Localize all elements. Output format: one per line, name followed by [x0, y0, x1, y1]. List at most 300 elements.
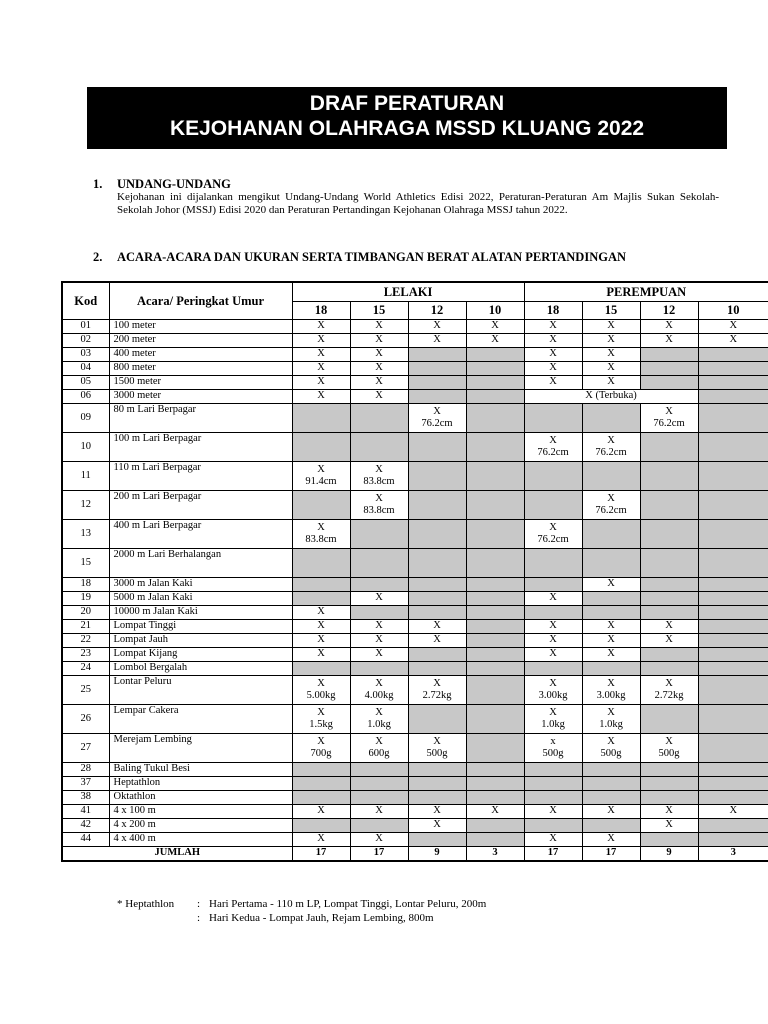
table-row [62, 347, 768, 361]
table-row [62, 647, 768, 661]
cell-mark: X [607, 434, 615, 446]
cell-event-mark: X [350, 591, 408, 605]
table-row [62, 605, 768, 619]
row-kod: 24 [62, 661, 109, 675]
table-row [62, 818, 768, 832]
cell-event-mark [582, 432, 640, 461]
title-line-1: DRAF PERATURAN [309, 92, 505, 115]
row-acara: 800 meter [109, 361, 292, 375]
cell-event-mark: X [466, 333, 524, 347]
row-kod: 19 [62, 591, 109, 605]
cell-mark: X [549, 521, 557, 533]
cell-event-mark: X [640, 818, 698, 832]
cell-event-mark: X [350, 619, 408, 633]
cell-event-mark: X [350, 375, 408, 389]
table-row [62, 804, 768, 818]
cell-event-mark [292, 675, 350, 704]
cell-event-mark: X [524, 647, 582, 661]
cell-not-applicable [466, 790, 524, 804]
cell-not-applicable [698, 432, 768, 461]
cell-not-applicable [350, 519, 408, 548]
row-kod: 01 [62, 319, 109, 333]
cell-spec: 76.2cm [595, 446, 627, 458]
cell-not-applicable [408, 490, 466, 519]
cell-event-mark: X [350, 389, 408, 403]
row-kod: 27 [62, 733, 109, 762]
cell-event-mark [350, 490, 408, 519]
cell-not-applicable [466, 591, 524, 605]
cell-event-mark: X [292, 333, 350, 347]
cell-not-applicable [524, 818, 582, 832]
cell-spec: 83.8cm [305, 533, 337, 545]
cell-mark: X [549, 434, 557, 446]
cell-mark: X [607, 492, 615, 504]
cell-event-mark [582, 490, 640, 519]
cell-not-applicable [640, 647, 698, 661]
cell-not-applicable [698, 403, 768, 432]
cell-mark: X [433, 677, 441, 689]
cell-spec: 4.00kg [364, 689, 394, 701]
total-value: 3 [698, 846, 768, 861]
cell-event-mark: X [350, 347, 408, 361]
cell-event-mark: X [350, 633, 408, 647]
row-kod: 18 [62, 577, 109, 591]
cell-not-applicable [466, 647, 524, 661]
row-acara: 5000 m Jalan Kaki [109, 591, 292, 605]
section-2-title: ACARA-ACARA DAN UKURAN SERTA TIMBANGAN BERAT ALATAN PERTANDINGAN [117, 250, 626, 264]
cell-event-mark: X [582, 577, 640, 591]
cell-event-mark [524, 704, 582, 733]
table-row [62, 577, 768, 591]
cell-spec: 76.2cm [595, 504, 627, 516]
row-acara: Baling Tukul Besi [109, 762, 292, 776]
row-acara: Oktathlon [109, 790, 292, 804]
table-row [62, 361, 768, 375]
table-row [62, 519, 768, 548]
total-value: 9 [408, 846, 466, 861]
age-header-lelaki-15: 15 [350, 301, 408, 319]
cell-event-mark [524, 432, 582, 461]
cell-event-mark: X [582, 633, 640, 647]
cell-event-mark: X [524, 633, 582, 647]
section-2-number: 2. [93, 250, 103, 264]
row-kod: 20 [62, 605, 109, 619]
row-acara: 100 m Lari Berpagar [109, 432, 292, 461]
cell-spec: 3.00kg [596, 689, 626, 701]
cell-event-mark [292, 733, 350, 762]
cell-not-applicable [408, 790, 466, 804]
cell-mark: x [550, 735, 556, 747]
cell-event-mark: X [698, 319, 768, 333]
cell-not-applicable [408, 832, 466, 846]
row-kod: 38 [62, 790, 109, 804]
row-kod: 22 [62, 633, 109, 647]
total-value: 17 [292, 846, 350, 861]
cell-mark: X [607, 735, 615, 747]
cell-not-applicable [408, 361, 466, 375]
cell-spec: 1.0kg [367, 718, 391, 730]
cell-event-mark [292, 461, 350, 490]
cell-not-applicable [466, 490, 524, 519]
table-row [62, 591, 768, 605]
cell-mark: X [375, 706, 383, 718]
cell-mark: X [433, 405, 441, 417]
cell-not-applicable [408, 661, 466, 675]
cell-event-mark [350, 733, 408, 762]
row-kod: 23 [62, 647, 109, 661]
cell-event-mark [350, 675, 408, 704]
cell-not-applicable [408, 461, 466, 490]
cell-not-applicable [466, 762, 524, 776]
cell-mark: X [433, 735, 441, 747]
row-acara: 4 x 400 m [109, 832, 292, 846]
row-acara: Merejam Lembing [109, 733, 292, 762]
cell-spec: 76.2cm [537, 533, 569, 545]
cell-not-applicable [582, 605, 640, 619]
cell-spec: 91.4cm [305, 475, 337, 487]
cell-event-mark: X [292, 605, 350, 619]
table-row [62, 661, 768, 675]
cell-spec: 83.8cm [363, 504, 395, 516]
cell-not-applicable [640, 704, 698, 733]
row-acara: 80 m Lari Berpagar [109, 403, 292, 432]
cell-event-mark: X [350, 832, 408, 846]
footnote-day-1: Hari Pertama - 110 m LP, Lompat Tinggi, Lontar Peluru, 200m [209, 898, 487, 910]
cell-not-applicable [524, 548, 582, 577]
cell-event-mark: X [640, 804, 698, 818]
cell-not-applicable [292, 577, 350, 591]
row-kod: 02 [62, 333, 109, 347]
cell-not-applicable [350, 762, 408, 776]
row-kod: 06 [62, 389, 109, 403]
cell-event-mark: X [408, 818, 466, 832]
events-table-body [62, 319, 768, 861]
cell-event-mark: X [582, 804, 640, 818]
total-row [62, 846, 768, 861]
cell-not-applicable [408, 762, 466, 776]
cell-not-applicable [698, 832, 768, 846]
cell-mark: X [375, 492, 383, 504]
table-row [62, 790, 768, 804]
cell-not-applicable [408, 375, 466, 389]
cell-event-mark: X [292, 633, 350, 647]
row-kod: 15 [62, 548, 109, 577]
row-acara: 2000 m Lari Berhalangan [109, 548, 292, 577]
total-value: 17 [350, 846, 408, 861]
cell-not-applicable [292, 790, 350, 804]
table-row [62, 776, 768, 790]
cell-event-mark: X [524, 804, 582, 818]
cell-not-applicable [408, 432, 466, 461]
cell-event-mark: X [582, 333, 640, 347]
cell-not-applicable [582, 403, 640, 432]
table-row [62, 832, 768, 846]
cell-not-applicable [698, 605, 768, 619]
cell-not-applicable [408, 347, 466, 361]
cell-event-mark [524, 675, 582, 704]
cell-not-applicable [582, 790, 640, 804]
table-row [62, 375, 768, 389]
cell-event-mark: X [524, 333, 582, 347]
cell-not-applicable [466, 403, 524, 432]
cell-not-applicable [466, 375, 524, 389]
cell-event-mark [582, 733, 640, 762]
cell-not-applicable [698, 490, 768, 519]
cell-event-mark: X [408, 319, 466, 333]
cell-event-mark: X [524, 375, 582, 389]
cell-event-mark [582, 704, 640, 733]
row-acara: 10000 m Jalan Kaki [109, 605, 292, 619]
table-row [62, 490, 768, 519]
total-label: JUMLAH [62, 846, 292, 861]
cell-not-applicable [640, 490, 698, 519]
cell-not-applicable [524, 577, 582, 591]
cell-event-mark [582, 675, 640, 704]
cell-not-applicable [292, 762, 350, 776]
cell-not-applicable [640, 832, 698, 846]
row-kod: 25 [62, 675, 109, 704]
cell-event-mark: X [350, 319, 408, 333]
cell-not-applicable [698, 818, 768, 832]
age-header-lelaki-10: 10 [466, 301, 524, 319]
cell-not-applicable [350, 577, 408, 591]
cell-mark: X [607, 706, 615, 718]
cell-not-applicable [582, 519, 640, 548]
row-kod: 26 [62, 704, 109, 733]
cell-event-mark: X [524, 591, 582, 605]
cell-mark: X [317, 677, 325, 689]
cell-not-applicable [466, 661, 524, 675]
cell-not-applicable [466, 461, 524, 490]
cell-not-applicable [582, 762, 640, 776]
cell-not-applicable [582, 591, 640, 605]
row-kod: 11 [62, 461, 109, 490]
cell-spec: 76.2cm [653, 417, 685, 429]
cell-not-applicable [698, 619, 768, 633]
cell-not-applicable [292, 818, 350, 832]
table-row [62, 319, 768, 333]
cell-spec: 76.2cm [421, 417, 453, 429]
total-value: 17 [582, 846, 640, 861]
cell-event-mark [350, 704, 408, 733]
cell-spec: 83.8cm [363, 475, 395, 487]
cell-not-applicable [640, 361, 698, 375]
cell-not-applicable [350, 818, 408, 832]
cell-event-mark: X [582, 619, 640, 633]
cell-not-applicable [466, 633, 524, 647]
table-row [62, 333, 768, 347]
cell-not-applicable [640, 605, 698, 619]
cell-not-applicable [640, 591, 698, 605]
cell-not-applicable [640, 577, 698, 591]
cell-not-applicable [698, 347, 768, 361]
cell-event-mark: X [698, 804, 768, 818]
total-value: 9 [640, 846, 698, 861]
title-line-2: KEJOHANAN OLAHRAGA MSSD KLUANG 2022 [169, 117, 645, 140]
age-header-lelaki-18: 18 [292, 301, 350, 319]
cell-not-applicable [698, 548, 768, 577]
total-value: 3 [466, 846, 524, 861]
cell-event-mark [640, 675, 698, 704]
cell-mark: X [375, 735, 383, 747]
cell-event-mark: X [640, 619, 698, 633]
cell-mark: X [375, 463, 383, 475]
cell-not-applicable [640, 762, 698, 776]
header-acara: Acara/ Peringkat Umur [109, 282, 292, 319]
row-acara: 200 m Lari Berpagar [109, 490, 292, 519]
section-1-heading [93, 177, 231, 192]
cell-not-applicable [466, 619, 524, 633]
cell-not-applicable [466, 776, 524, 790]
cell-not-applicable [466, 675, 524, 704]
cell-mark: X [549, 677, 557, 689]
cell-not-applicable [524, 762, 582, 776]
cell-event-mark: X [524, 832, 582, 846]
row-acara: 1500 meter [109, 375, 292, 389]
table-row [62, 675, 768, 704]
row-kod: 04 [62, 361, 109, 375]
cell-not-applicable [524, 790, 582, 804]
cell-event-mark [524, 733, 582, 762]
cell-event-mark: X [350, 333, 408, 347]
cell-not-applicable [466, 361, 524, 375]
cell-not-applicable [582, 776, 640, 790]
cell-event-mark: X [292, 389, 350, 403]
cell-event-mark [408, 675, 466, 704]
row-kod: 12 [62, 490, 109, 519]
cell-not-applicable [698, 661, 768, 675]
cell-not-applicable [466, 577, 524, 591]
row-kod: 28 [62, 762, 109, 776]
cell-spec: 500g [426, 747, 448, 759]
cell-mark: X [549, 706, 557, 718]
row-kod: 42 [62, 818, 109, 832]
cell-not-applicable [582, 461, 640, 490]
cell-event-mark: X [292, 832, 350, 846]
cell-event-mark: X [292, 804, 350, 818]
cell-not-applicable [466, 818, 524, 832]
cell-not-applicable [408, 704, 466, 733]
cell-mark: X [375, 677, 383, 689]
cell-spec: 500g [658, 747, 680, 759]
table-row [62, 633, 768, 647]
cell-not-applicable [292, 490, 350, 519]
cell-event-mark: X [466, 319, 524, 333]
cell-not-applicable [292, 591, 350, 605]
cell-event-mark: X [292, 319, 350, 333]
cell-not-applicable [524, 661, 582, 675]
row-kod: 44 [62, 832, 109, 846]
cell-event-mark: X [582, 647, 640, 661]
row-kod: 13 [62, 519, 109, 548]
cell-not-applicable [466, 704, 524, 733]
cell-spec: 2.72kg [422, 689, 452, 701]
table-row [62, 548, 768, 577]
cell-event-mark: X [582, 375, 640, 389]
cell-event-mark: X [524, 347, 582, 361]
cell-event-mark: X [582, 319, 640, 333]
cell-spec: 1.5kg [309, 718, 333, 730]
cell-mark: X [665, 735, 673, 747]
section-1-number: 1. [93, 177, 103, 191]
cell-not-applicable [292, 432, 350, 461]
cell-not-applicable [350, 403, 408, 432]
cell-not-applicable [350, 661, 408, 675]
cell-not-applicable [292, 661, 350, 675]
cell-not-applicable [698, 591, 768, 605]
table-row [62, 403, 768, 432]
cell-spec: 2.72kg [654, 689, 684, 701]
cell-not-applicable [408, 577, 466, 591]
cell-not-applicable [640, 790, 698, 804]
row-acara: Heptathlon [109, 776, 292, 790]
cell-event-mark [292, 519, 350, 548]
cell-spec: 3.00kg [538, 689, 568, 701]
cell-event-mark: X [350, 647, 408, 661]
document-title-banner [87, 87, 727, 149]
cell-not-applicable [408, 605, 466, 619]
age-header-perempuan-18: 18 [524, 301, 582, 319]
cell-not-applicable [698, 519, 768, 548]
section-2-heading [93, 250, 626, 265]
row-acara: Lontar Peluru [109, 675, 292, 704]
table-row [62, 619, 768, 633]
cell-not-applicable [466, 605, 524, 619]
cell-not-applicable [698, 577, 768, 591]
cell-event-mark: X [640, 319, 698, 333]
age-header-perempuan-10: 10 [698, 301, 768, 319]
cell-mark: X [317, 463, 325, 475]
table-row [62, 461, 768, 490]
cell-not-applicable [698, 633, 768, 647]
cell-not-applicable [408, 591, 466, 605]
cell-event-mark: X [698, 333, 768, 347]
cell-spec: 1.0kg [541, 718, 565, 730]
table-row [62, 733, 768, 762]
cell-not-applicable [698, 675, 768, 704]
cell-not-applicable [698, 647, 768, 661]
row-acara: Lompat Jauh [109, 633, 292, 647]
cell-event-mark: X [292, 347, 350, 361]
cell-event-mark: X [408, 333, 466, 347]
cell-not-applicable [408, 389, 466, 403]
table-row [62, 389, 768, 403]
cell-not-applicable [292, 548, 350, 577]
row-kod: 41 [62, 804, 109, 818]
footnote-day-2: Hari Kedua - Lompat Jauh, Rejam Lembing, 800m [209, 912, 434, 924]
cell-not-applicable [350, 776, 408, 790]
cell-not-applicable [292, 403, 350, 432]
total-value: 17 [524, 846, 582, 861]
cell-event-mark: X [292, 619, 350, 633]
cell-not-applicable [640, 375, 698, 389]
cell-event-mark [524, 519, 582, 548]
cell-event-mark: X [582, 361, 640, 375]
cell-not-applicable [350, 548, 408, 577]
cell-event-mark: X [408, 633, 466, 647]
row-kod: 10 [62, 432, 109, 461]
cell-event-mark [292, 704, 350, 733]
header-perempuan: PEREMPUAN [524, 282, 768, 301]
footnote-label: * Heptathlon [117, 898, 175, 910]
cell-event-mark [640, 403, 698, 432]
row-acara: 100 meter [109, 319, 292, 333]
section-1-paragraph: Kejohanan ini dijalankan mengikut Undang-Undang World Athletics Edisi 2022, Peraturan-Peraturan Am Majlis Sukan Sekolah-Sekolah Johor (MSSJ) Edisi 2020 dan Peraturan Pertandingan Kejohanan Olahraga MSSJ tahun 2022. [117, 191, 719, 216]
row-acara: Lompat Tinggi [109, 619, 292, 633]
cell-not-applicable [350, 605, 408, 619]
cell-event-mark [408, 403, 466, 432]
cell-not-applicable [408, 647, 466, 661]
